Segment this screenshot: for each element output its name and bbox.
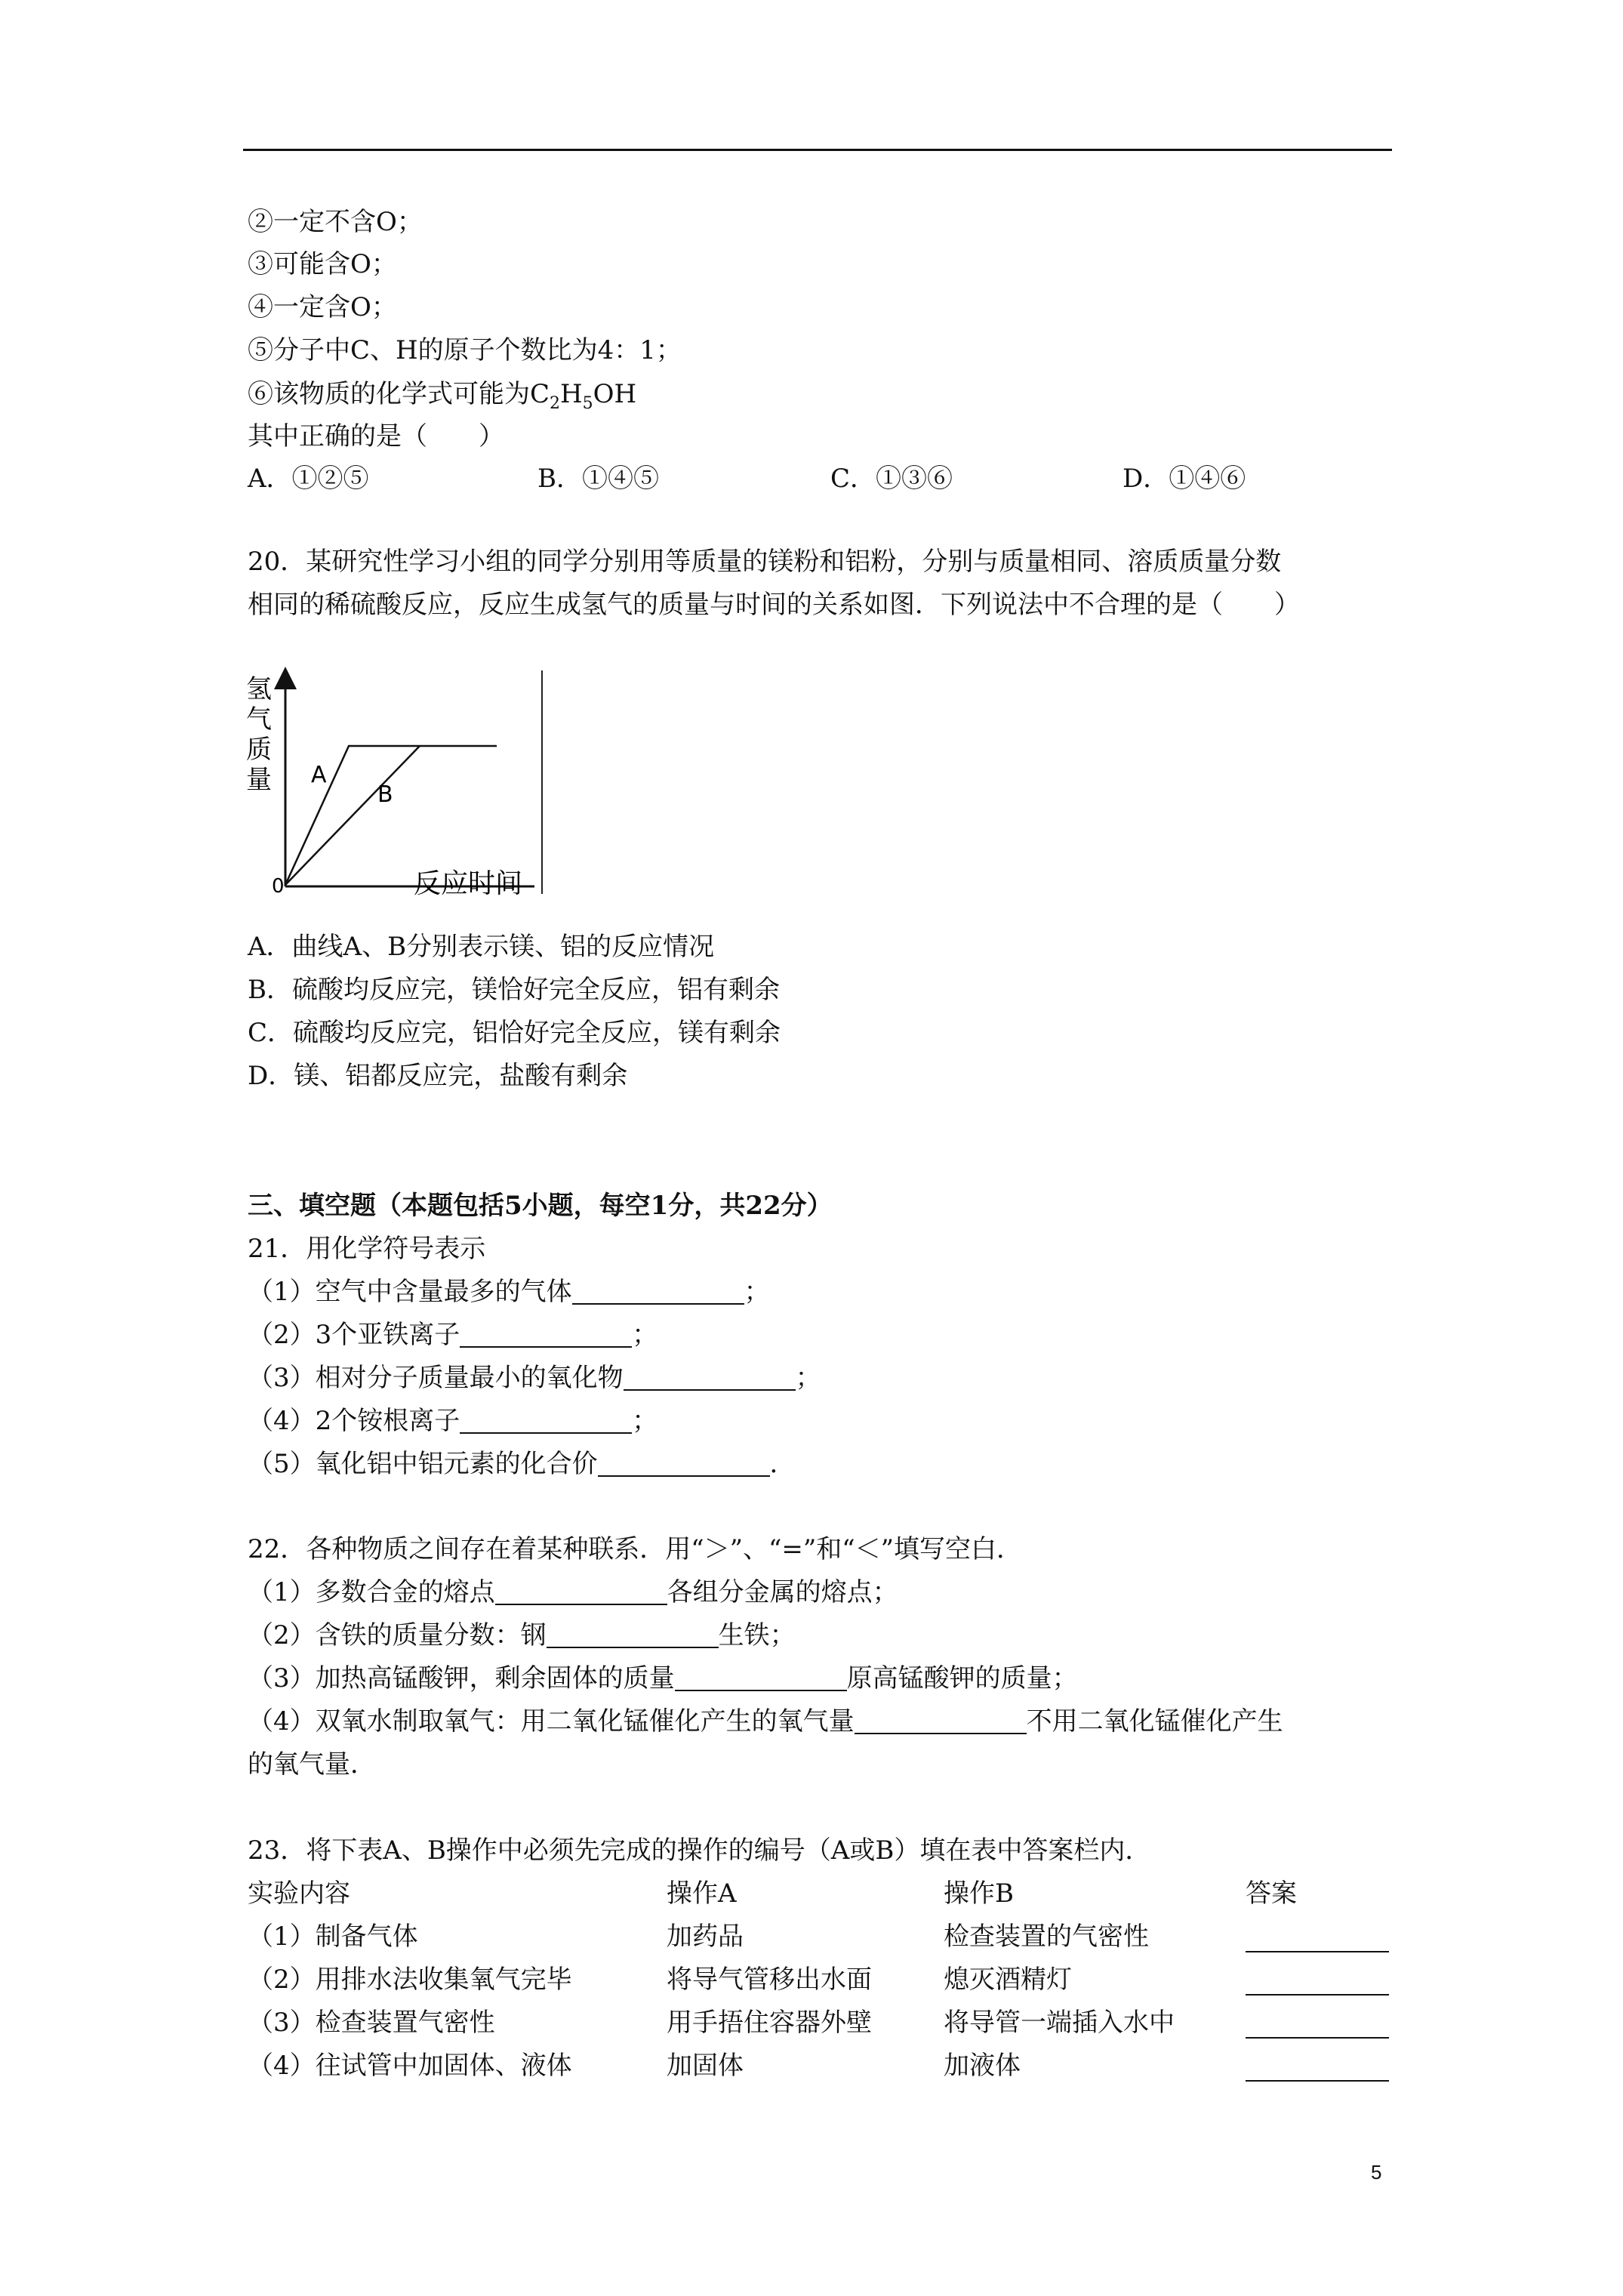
q23-row2-content: （2）用排水法收集氧气完毕 <box>248 1965 572 1995</box>
graph-label-b: B <box>377 781 393 808</box>
q23-row2-op-a: 将导气管移出水面 <box>667 1965 872 1995</box>
q22-item-4-continued: 的氧气量． <box>248 1749 376 1780</box>
q23-header-op-b: 操作B <box>944 1878 1014 1909</box>
q21-item-3: （3）相对分子质量最小的氧化物 ； <box>248 1363 821 1393</box>
q23-stem: 23．将下表A、B操作中必须先完成的操作的编号（A或B）填在表中答案栏内． <box>248 1835 1151 1866</box>
q23-row1-op-a: 加药品 <box>667 1922 744 1952</box>
graph-y-label-3: 质 <box>246 735 272 765</box>
q23-row3-content: （3）检查装置气密性 <box>248 2008 495 2038</box>
q22-blank-1[interactable] <box>495 1576 667 1605</box>
q21-item-5: （5）氧化铝中铝元素的化合价 ． <box>248 1449 796 1479</box>
q21-blank-5[interactable] <box>598 1448 770 1477</box>
q21-item-1: （1）空气中含量最多的气体 ； <box>248 1277 770 1307</box>
q19-choice-a: A．①②⑤ <box>248 464 369 494</box>
q19-question: 其中正确的是（ ） <box>248 421 504 451</box>
page-number: 5 <box>1371 2161 1382 2184</box>
q23-header-op-a: 操作A <box>667 1878 737 1909</box>
q20-choice-b: B．硫酸均反应完，镁恰好完全反应，铝有剩余 <box>248 975 780 1005</box>
q23-header-content: 实验内容 <box>248 1878 350 1909</box>
q20-stem-line2: 相同的稀硫酸反应，反应生成氢气的质量与时间的关系如图．下列说法中不合理的是（ ） <box>248 590 1300 620</box>
q21-item-2: （2）3个亚铁离子 ； <box>248 1320 658 1350</box>
q22-blank-2[interactable] <box>547 1620 719 1648</box>
q22-item-4: （4）双氧水制取氧气：用二氧化锰催化产生的氧气量 不用二氧化锰催化产生 <box>248 1706 1283 1737</box>
q21-blank-1[interactable] <box>572 1276 744 1305</box>
q19-choice-b: B．①④⑤ <box>537 464 659 494</box>
q23-row4-op-b: 加液体 <box>944 2051 1021 2081</box>
graph-y-label-1: 氢 <box>246 674 272 704</box>
q21-blank-3[interactable] <box>624 1362 796 1391</box>
q23-row1-answer-blank[interactable] <box>1246 1951 1389 1952</box>
q23-row1-op-b: 检查装置的气密性 <box>944 1922 1149 1952</box>
q19-option-2: ②一定不含O； <box>248 207 423 237</box>
q23-row4-op-a: 加固体 <box>667 2051 744 2081</box>
q20-stem-line1: 20．某研究性学习小组的同学分别用等质量的镁粉和铝粉，分别与质量相同、溶质质量分数 <box>248 547 1282 577</box>
q21-stem: 21．用化学符号表示 <box>248 1234 486 1264</box>
q23-row4-answer-blank[interactable] <box>1246 2080 1389 2082</box>
q22-blank-4[interactable] <box>855 1706 1027 1734</box>
q23-row2-op-b: 熄灭酒精灯 <box>944 1965 1072 1995</box>
q19-option-3: ③可能含O； <box>248 249 397 279</box>
q22-item-2: （2）含铁的质量分数：钢 生铁； <box>248 1620 796 1650</box>
graph-y-label-2: 气 <box>246 704 272 735</box>
q21-blank-2[interactable] <box>460 1319 632 1348</box>
q22-item-3: （3）加热高锰酸钾，剩余固体的质量 原高锰酸钾的质量； <box>248 1663 1078 1693</box>
q23-row3-op-a: 用手捂住容器外壁 <box>667 2008 872 2038</box>
q19-option-5: ⑤分子中C、H的原子个数比为4：1； <box>248 335 682 365</box>
hydrogen-time-graph <box>242 663 544 905</box>
graph-label-a: A <box>311 762 327 788</box>
q20-choice-a: A．曲线A、B分别表示镁、铝的反应情况 <box>248 932 715 962</box>
graph-curve-b <box>285 746 420 885</box>
q21-blank-4[interactable] <box>460 1405 632 1434</box>
section3-title: 三、填空题（本题包括5小题，每空1分，共22分） <box>248 1191 833 1221</box>
q23-row4-content: （4）往试管中加固体、液体 <box>248 2051 572 2081</box>
q20-choice-c: C．硫酸均反应完，铝恰好完全反应，镁有剩余 <box>248 1018 781 1048</box>
q23-header-answer: 答案 <box>1246 1878 1297 1909</box>
q22-blank-3[interactable] <box>675 1663 847 1691</box>
q19-choice-d: D．①④⑥ <box>1123 464 1246 494</box>
q19-choice-c: C．①③⑥ <box>830 464 953 494</box>
q21-item-4: （4）2个铵根离子 ； <box>248 1406 658 1436</box>
q23-row3-answer-blank[interactable] <box>1246 2037 1389 2039</box>
q22-item-1: （1）多数合金的熔点 各组分金属的熔点； <box>248 1577 898 1607</box>
q23-row1-content: （1）制备气体 <box>248 1922 418 1952</box>
graph-y-label-4: 量 <box>246 765 272 795</box>
q20-choice-d: D．镁、铝都反应完，盐酸有剩余 <box>248 1061 628 1091</box>
graph-origin-label: 0 <box>272 875 285 898</box>
q19-option-6: ⑥该物质的化学式可能为$C_2H_5OH$ <box>248 379 637 413</box>
header-rule <box>243 149 1392 151</box>
graph-x-label: 反应时间 <box>414 868 523 899</box>
q22-stem: 22．各种物质之间存在着某种联系．用“＞”、“=”和“＜”填写空白． <box>248 1534 1023 1564</box>
q23-row3-op-b: 将导管一端插入水中 <box>944 2008 1175 2038</box>
q23-row2-answer-blank[interactable] <box>1246 1994 1389 1996</box>
q19-option-4: ④一定含O； <box>248 292 397 322</box>
